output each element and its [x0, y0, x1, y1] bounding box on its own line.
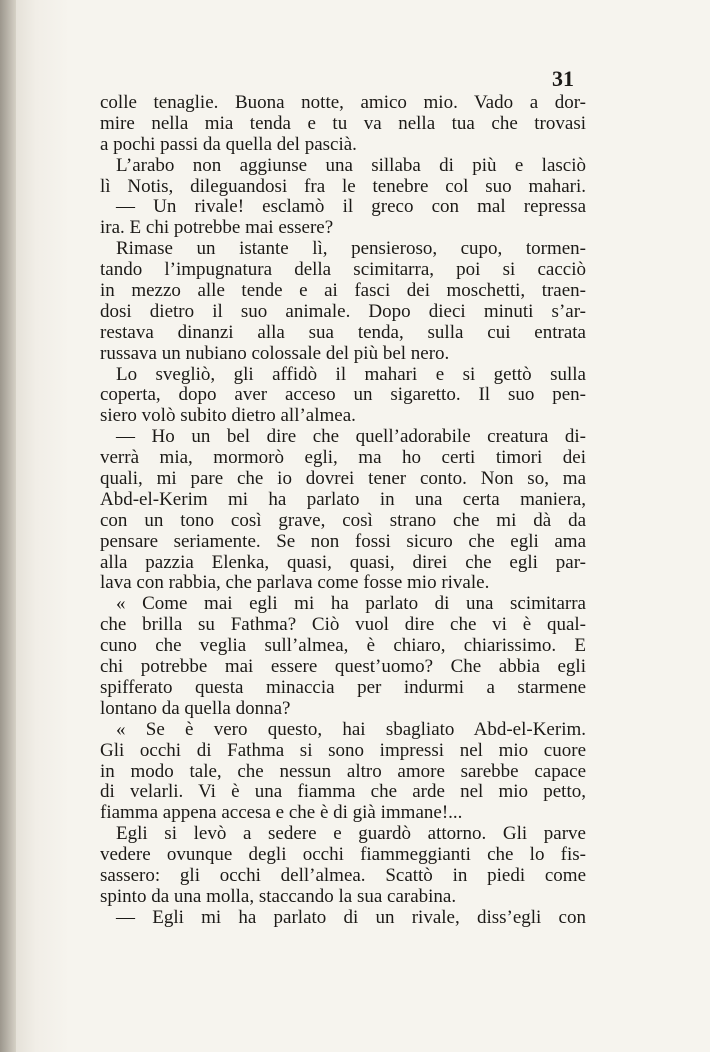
text-line: mire nella mia tenda e tu va nella tua che trovasi: [100, 113, 586, 134]
text-line: Gli occhi di Fathma si sono impressi nel mio cuore: [100, 740, 586, 761]
text-line: vedere ovunque degli occhi fiammeggianti che lo fis-: [100, 845, 586, 866]
text-line: verrà mia, mormorò egli, ma ho certi timori dei: [100, 448, 586, 469]
text-line: colle tenaglie. Buona notte, amico mio. Vado a dor-: [100, 93, 586, 113]
text-line: alla pazzia Elenka, quasi, quasi, direi che egli par-: [100, 552, 586, 573]
page-spine-shadow: [0, 0, 16, 1052]
text-line: — Un rivale! esclamò il greco con mal repressa: [116, 197, 586, 218]
text-line: restava dinanzi alla sua tenda, sulla cui entrata: [100, 322, 586, 343]
text-line: siero volò subito dietro all’almea.: [100, 406, 356, 427]
text-line: spifferato questa minaccia per indurmi a starmene: [100, 677, 586, 698]
text-line: di velarli. Vi è una fiamma che arde nel mio petto,: [100, 782, 586, 803]
text-line: Rimase un istante lì, pensieroso, cupo, tormen-: [116, 239, 586, 260]
text-line: Abd-el-Kerim mi ha parlato in una certa maniera,: [100, 489, 586, 510]
text-line: ira. E chi potrebbe mai essere?: [100, 218, 334, 239]
text-line: — Ho un bel dire che quell’adorabile creatura di-: [116, 427, 586, 448]
text-line: Egli si levò a sedere e guardò attorno. Gli parve: [116, 824, 586, 845]
text-line: L’arabo non aggiunse una sillaba di più e lasciò: [116, 155, 586, 176]
text-line: pensare seriamente. Se non fossi sicuro che egli ama: [100, 531, 586, 552]
text-line: lì Notis, dileguandosi fra le tenebre col suo mahari.: [100, 176, 586, 197]
text-line: con un tono così grave, così strano che mi dà da: [100, 510, 586, 531]
text-line: a pochi passi da quella del pascià.: [100, 134, 357, 155]
text-line: sassero: gli occhi dell’almea. Scattò in piedi come: [100, 865, 586, 886]
text-line: lava con rabbia, che parlava come fosse mio rivale.: [100, 573, 490, 594]
text-line: tando l’impugnatura della scimitarra, poi si cacciò: [100, 260, 586, 281]
text-line: in mezzo alle tende e ai fasci dei moschetti, traen-: [100, 281, 586, 302]
text-line: « Se è vero questo, hai sbagliato Abd-el-Kerim.: [116, 719, 586, 740]
page-number: 31: [552, 66, 574, 91]
text-line: — Egli mi ha parlato di un rivale, diss’egli con: [116, 907, 586, 928]
text-line: fiamma appena accesa e che è di già immane!...: [100, 803, 463, 824]
text-line: lontano da quella donna?: [100, 698, 291, 719]
text-line: cuno che veglia sull’almea, è chiaro, chiarissimo. E: [100, 636, 586, 657]
text-line: in modo tale, che nessun altro amore sarebbe capace: [100, 761, 586, 782]
text-line: « Come mai egli mi ha parlato di una scimitarra: [116, 594, 586, 615]
body-text: [100, 93, 586, 929]
text-line: dosi dietro il suo animale. Dopo dieci minuti s’ar-: [100, 301, 586, 322]
text-line: che brilla su Fathma? Ciò vuol dire che vi è qual-: [100, 615, 586, 636]
text-line: quali, mi pare che io dovrei tener conto. Non so, ma: [100, 469, 586, 490]
text-line: spinto da una molla, staccando la sua carabina.: [100, 886, 457, 907]
text-line: coperta, dopo aver acceso un sigaretto. Il suo pen-: [100, 385, 586, 406]
text-line: russava un nubiano colossale del più bel nero.: [100, 343, 450, 364]
text-line: Lo svegliò, gli affidò il mahari e si gettò sulla: [116, 364, 586, 385]
text-line: chi potrebbe mai essere quest’uomo? Che abbia egli: [100, 657, 586, 678]
